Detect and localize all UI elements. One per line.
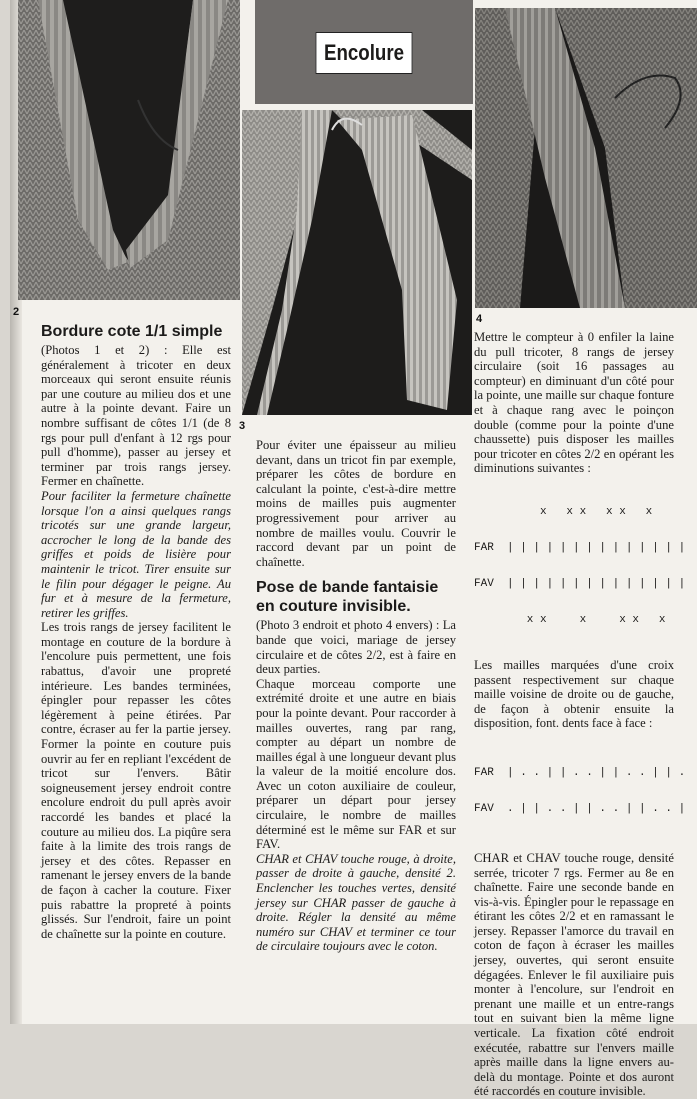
column-middle [256,438,456,954]
needle-chart-disposition [474,743,686,839]
title-panel [255,0,473,104]
photo-v-neck-ribbing [18,0,240,300]
photo-number: 3 [239,420,246,432]
section-heading: Pose de bande fantaisie en couture invisible. [256,579,439,616]
chart-row-fav: FAV | | | | | | | | | | | | | | [474,577,686,590]
paragraph: Mettre le compteur à 0 enfiler la laine du pull tricoter, 8 rangs de jersey circulaire (soit 16 passages au compteur) en diminuant d'un côté pour la pointe, une maille sur chaque fonture et à chaque rang avec le poinçon double (comme pour la pointe d'une chaussette) puis disposer les mailles pour tricoter en côtes 2/2 en opérant les diminutions suivantes : [474,330,674,476]
chart-row-far: FAR | . . | | . . | | . . | | . [474,766,686,779]
photo-band-front [242,110,472,415]
paragraph: Les mailles marquées d'une croix passent respectivement sur chaque maille voisine de droite ou de gauche, de façon à obtenir ensuite la disposition, font. dents face à face : [474,657,674,731]
paragraph: (Photos 1 et 2) : Elle est généralement à tricoter en deux morceaux qui seront ensuite réunis par une couture au milieu dos et une autre à la pointe devant. Faire un nombre suffisant de côtes 1/1 (de 8 rgs pour pull d'enfant à 12 rgs pour pull d'homme), passer au jersey et terminer par trois rangs jersey. Fermer en chaînette. [41,343,231,489]
photo-band-back [475,8,697,308]
page-title: Encolure [316,32,413,74]
photo-number: 4 [476,313,483,325]
paragraph: Les trois rangs de jersey facilitent le montage en couture de la bordure à l'encolure puis permettent, une fois rabattus, d'avoir une propreté intérieure. Les bandes terminées, épingler pour repasser les côtes légèrement à peine étirées. Par contre, écraser au fer la partie jersey. Former la pointe en couture puis ouvrir au fer en repliant l'excédent de tricot sur l'envers. Bâtir soigneusement jersey endroit contre encolure endroit du pull après avoir raccordé les bandes et placé la couture au milieu dos. La piqûre sera faite à la limite des trois rangs de jersey et des côtes. Repasser en ramenant le jersey envers de la bande de façon à cacher la couture. Fixer puis rabattre la propreté à points glissés. Sur l'endroit, faire un point de chaînette sur la pointe en couture. [41,620,231,941]
paragraph: (Photo 3 endroit et photo 4 envers) : La bande que voici, mariage de jersey circulaire et de côtes 2/2, est à faire en deux parties. [256,618,456,677]
paragraph-italic: Pour faciliter la fermeture chaînette lorsque l'on a ainsi quelques rangs tricotés sur une grande largeur, accrocher le long de la bande des griffes et poids de lisière pour maintenir le tricot. Tirer ensuite sur le filin pour dégager le peigne. Au fur et à mesure de la fermeture, retirer les griffes. [41,488,231,620]
photo-number: 2 [13,306,20,318]
column-right [474,330,686,1099]
paragraph: Chaque morceau comporte une extrémité droite et une autre en biais pour la pointe devant. Pour raccorder à mailles ouvertes, rang par rang, compter au départ un nombre de mailles égal à une longueur devant plus la valeur de la moitié encolure dos. Avec un coton auxiliaire de couleur, préparer un départ pour jersey circulaire, le nombre de mailles déterminé est le même sur FAR et sur FAV. [256,676,456,852]
chart-cross-row: x x x x x x [474,613,666,626]
paragraph-italic: CHAR et CHAV touche rouge, à droite, passer de droite à gauche, densité 2. Enclencher les touches vertes, densité jersey sur CHAR passer de gauche à droite. Régler la densité au même numéro sur CHAV et terminer ce tour de circulaire toujours avec le coton. [256,851,456,954]
chart-row-far: FAR | | | | | | | | | | | | | | [474,541,686,554]
chart-cross-row: x x x x x x [474,505,653,518]
magazine-page [10,0,697,1099]
section-heading: Bordure cote 1/1 simple [41,323,223,340]
paragraph: Pour éviter une épaisseur au milieu devant, dans un tricot fin par exemple, préparer les côtes de bordure en calculant la pointe, c'est-à-dire mettre moins de mailles puis augmenter progressivement pour arriver au nombre de mailles voulu. Couvrir le raccord devant par un point de chaînette. [256,438,456,569]
column-left [41,322,231,941]
chart-row-fav: FAV . | | . . | | . . | | . . | [474,802,686,815]
needle-chart-diminutions [474,482,686,650]
paragraph: CHAR et CHAV touche rouge, densité serrée, tricoter 7 rgs. Fermer au 8e en chaînette. Faire une seconde bande en vis-à-vis. Épingler pour le repassage en étirant les côtes 2/2 et en ramassant le jersey. Repasser l'amorce du travail en coton de façon à écraser les mailles jersey, ouvertes, qui seront ensuite dégagées. Enlever le fil auxiliaire puis monter à l'encolure, sur l'endroit en prenant une maille et un entre-rangs tout en suivant bien la même ligne verticale. La fixation côté endroit exécutée, rabattre sur l'envers maille après maille dans la ligne envers au-delà du montage. Pointe et dos auront été raccordés en couture invisible. [474,850,674,1099]
